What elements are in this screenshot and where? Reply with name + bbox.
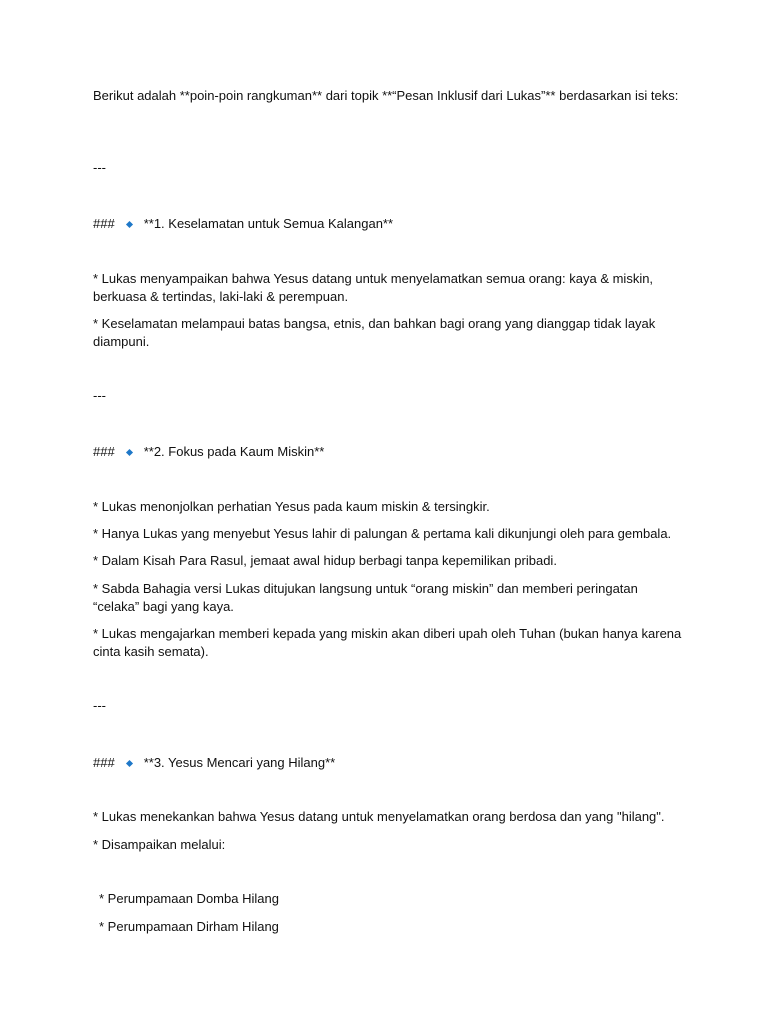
- section-2-item: * Dalam Kisah Para Rasul, jemaat awal hidup berbagi tanpa kepemilikan pribadi.: [93, 553, 557, 568]
- separator-3: ---: [93, 698, 106, 713]
- section-2-item: * Sabda Bahagia versi Lukas ditujukan langsung untuk “orang miskin” dan memberi peringatan “celaka” bagi yang kaya.: [93, 581, 638, 614]
- blue-diamond-icon: [126, 448, 133, 455]
- section-3-heading: [93, 754, 683, 772]
- section-2-item: * Lukas menonjolkan perhatian Yesus pada kaum miskin & tersingkir.: [93, 499, 490, 514]
- section-2-item: * Hanya Lukas yang menyebut Yesus lahir di palungan & pertama kali dikunjungi oleh para gembala.: [93, 526, 672, 541]
- heading-marker: ###: [93, 755, 115, 770]
- section-1-title: **1. Keselamatan untuk Semua Kalangan**: [143, 216, 394, 231]
- intro-paragraph: Berikut adalah **poin-poin rangkuman** dari topik **“Pesan Inklusif dari Lukas”** berdasarkan isi teks:: [93, 88, 679, 103]
- separator-2: ---: [93, 388, 106, 403]
- heading-marker: ###: [93, 216, 115, 231]
- section-1-item: * Lukas menyampaikan bahwa Yesus datang untuk menyelamatkan semua orang: kaya & miskin, berkuasa & tertindas, laki-laki & perempuan.: [93, 271, 654, 304]
- blue-diamond-icon: [126, 220, 133, 227]
- blue-diamond-icon: [126, 759, 133, 766]
- section-3-subitem: * Perumpamaan Domba Hilang: [99, 891, 279, 906]
- section-3-item: * Lukas menekankan bahwa Yesus datang untuk menyelamatkan orang berdosa dan yang "hilang".: [93, 809, 665, 824]
- separator-1: ---: [93, 160, 106, 175]
- section-2-heading: [93, 443, 683, 461]
- section-1-item: * Keselamatan melampaui batas bangsa, etnis, dan bahkan bagi orang yang dianggap tidak layak diampuni.: [93, 316, 656, 349]
- section-1-heading: [93, 215, 683, 233]
- section-2-item: * Lukas mengajarkan memberi kepada yang miskin akan diberi upah oleh Tuhan (bukan hanya karena cinta kasih semata).: [93, 626, 682, 659]
- section-2-title: **2. Fokus pada Kaum Miskin**: [143, 444, 325, 459]
- section-3-title: **3. Yesus Mencari yang Hilang**: [143, 755, 336, 770]
- section-3-item: * Disampaikan melalui:: [93, 837, 226, 852]
- heading-marker: ###: [93, 444, 115, 459]
- section-3-subitem: * Perumpamaan Dirham Hilang: [99, 919, 279, 934]
